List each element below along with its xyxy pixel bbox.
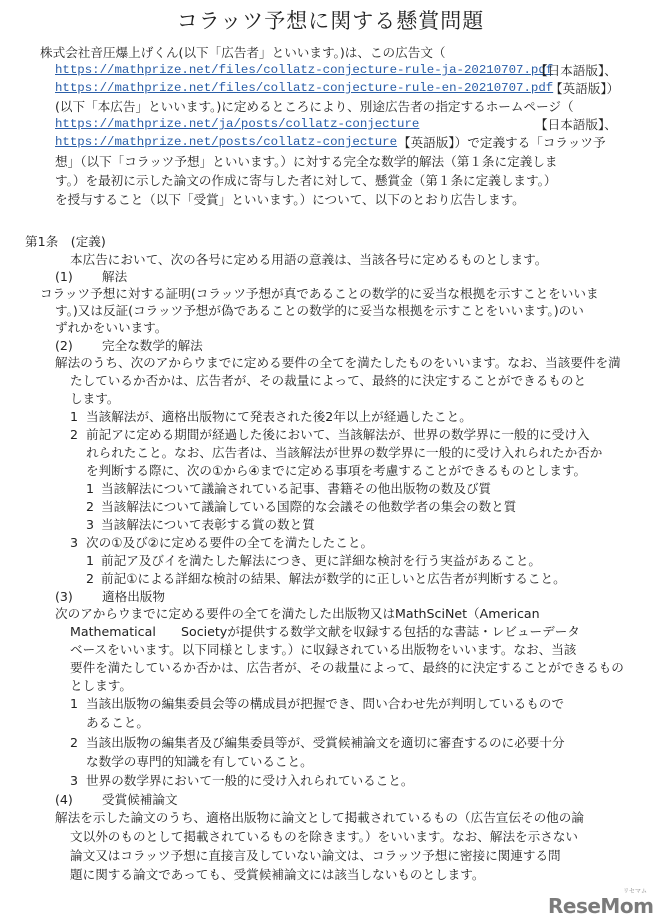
sub-line: あること。: [86, 715, 149, 730]
item-3-line: ベースをいいます。以下同様とします。）に収録されている出版物をいいます。なお、当該: [70, 642, 577, 657]
item-1-line: す。)又は反証(コラッツ予想が偽であることの数学的に妥当な根拠を示すことをいいます。)のい: [55, 303, 584, 318]
item-3-line: 次のアからウまでに定める要件の全てを満たした出版物又はMathSciNet（American: [55, 606, 540, 621]
item-2-term: 完全な数学的解法: [102, 338, 203, 353]
subsub-text: 当該解法について表彰する賞の数と質: [101, 517, 315, 532]
preamble-line-9: を授与すること（以下「受賞」といいます。）について、以下のとおり広告します。: [55, 192, 525, 207]
preamble-line-7: 想」（以下「コラッツ予想」といいます。）に対する完全な数学的解法（第１条に定義しま: [55, 154, 558, 169]
sub-number: 2: [70, 427, 79, 442]
sub-line: れられたこと。なお、広告者は、当該解法が世界の数学界に一般的に受け入れられたか否か: [86, 445, 603, 460]
link-rules-pdf-ja[interactable]: https://mathprize.net/files/collatz-conjecture-rule-ja-20210707.pdf: [55, 63, 554, 77]
sub-line: 当該出版物の編集者及び編集委員等が、受賞候補論文を適切に審査するのに必要十分: [86, 735, 565, 750]
item-4-line: 解法を示した論文のうち、適格出版物に論文として掲載されているもの（広告宣伝その他の論: [55, 810, 584, 825]
item-3-number: (3): [55, 589, 73, 604]
item-4-term: 受賞候補論文: [102, 792, 178, 807]
item-4-line: 論文又はコラッツ予想に直接言及していない論文は、コラッツ予想に密接に関連する問: [70, 848, 561, 863]
subsub-number: 2: [86, 571, 95, 586]
sub-number: 3: [70, 535, 79, 550]
item-3-line: 要件を満たしているか否かは、広告者が、その裁量によって、最終的に決定することができるもの: [70, 660, 624, 675]
preamble-line-1: 株式会社音圧爆上げくん(以下「広告者」といいます。)は、この広告文（: [40, 45, 446, 60]
watermark-ruby: リセマム: [623, 888, 647, 895]
article-1-heading: 第1条 (定義): [25, 234, 106, 249]
item-2-line: します。: [70, 391, 120, 406]
tag-english-version: 【英語版】）: [550, 81, 620, 96]
item-2-line: 解法のうち、次のアからウまでに定める要件の全てを満たしたものをいいます。なお、当該要件を満: [55, 355, 621, 370]
sub-number: 1: [70, 696, 79, 711]
preamble-line-8: す。）を最初に示した論文の作成に寄与した者に対して、懸賞金（第１条に定義します。）: [55, 173, 557, 188]
item-1-line: ずれかをいいます。: [55, 320, 168, 335]
tag-japanese-version: 【日本語版】、: [535, 63, 617, 78]
item-2-line: たしているか否かは、広告者が、その裁量によって、最終的に決定することができるものと: [70, 373, 587, 388]
sub-number: 3: [70, 773, 79, 788]
sub-line: を判断する際に、次の①から④までに定める事項を考慮することができるものとします。: [86, 463, 587, 478]
document-title: コラッツ予想に関する懸賞問題: [176, 9, 485, 33]
item-3-line: Mathematical Societyが提供する数学文献を収録する包括的な書誌・レビューデータ: [70, 624, 580, 639]
subsub-number: 3: [86, 517, 95, 532]
sub-line: 前記アに定める期間が経過した後において、当該解法が、世界の数学界に一般的に受け入: [86, 427, 590, 442]
item-3-term: 適格出版物: [102, 589, 165, 604]
item-4-line: 題に関する論文であっても、受賞候補論文には該当しないものとします。: [70, 867, 485, 882]
link-homepage-en[interactable]: https://mathprize.net/posts/collatz-conjecture: [55, 135, 398, 149]
item-1-term: 解法: [102, 269, 128, 284]
item-1-line: コラッツ予想に対する証明(コラッツ予想が真であることの数学的に妥当な根拠を示すことをいいま: [40, 286, 599, 301]
item-3-line: とします。: [70, 678, 132, 693]
subsub-number: 2: [86, 499, 95, 514]
preamble-line-4: (以下「本広告」といいます。)に定めるところにより、別途広告者の指定するホームページ（: [55, 99, 574, 114]
article-1-intro: 本広告において、次の各号に定める用語の意義は、当該各号に定めるものとします。: [70, 252, 548, 267]
tag-english-version-page: 【英語版】）で定義する「コラッツ予: [398, 135, 606, 150]
sub-number: 2: [70, 735, 79, 750]
subsub-text: 前記①による詳細な検討の結果、解法が数学的に正しいと広告者が判断すること。: [101, 571, 566, 586]
item-2-number: (2): [55, 338, 73, 353]
sub-line: 当該出版物の編集委員会等の構成員が把握でき、問い合わせ先が判明しているもので: [86, 696, 565, 711]
item-4-number: (4): [55, 792, 73, 807]
sub-number: 1: [70, 409, 79, 424]
sub-line: 当該解法が、適格出版物にて発表された後2年以上が経過したこと。: [86, 409, 472, 424]
subsub-text: 前記ア及びイを満たした解法につき、更に詳細な検討を行う実益があること。: [101, 553, 542, 568]
subsub-text: 当該解法について議論している国際的な会議その他数学者の集会の数と質: [101, 499, 517, 514]
tag-japanese-version-page: 【日本語版】、: [535, 117, 617, 132]
link-rules-pdf-en[interactable]: https://mathprize.net/files/collatz-conjecture-rule-en-20210707.pdf: [55, 81, 554, 95]
sub-line: な数学の専門的知識を有していること。: [86, 754, 313, 769]
item-4-line: 文以外のものとして掲載されているものを除きます。）をいいます。なお、解法を示さない: [70, 829, 579, 844]
sub-line: 次の①及び②に定める要件の全てを満たしたこと。: [86, 535, 374, 550]
link-homepage-ja[interactable]: https://mathprize.net/ja/posts/collatz-conjecture: [55, 117, 420, 131]
item-1-number: (1): [55, 269, 73, 284]
subsub-number: 1: [86, 481, 95, 496]
subsub-text: 当該解法について議論されている記事、書籍その他出版物の数及び質: [101, 481, 492, 496]
subsub-number: 1: [86, 553, 95, 568]
sub-line: 世界の数学界において一般的に受け入れられていること。: [86, 773, 414, 788]
watermark-logo: ReseMom: [548, 894, 654, 918]
